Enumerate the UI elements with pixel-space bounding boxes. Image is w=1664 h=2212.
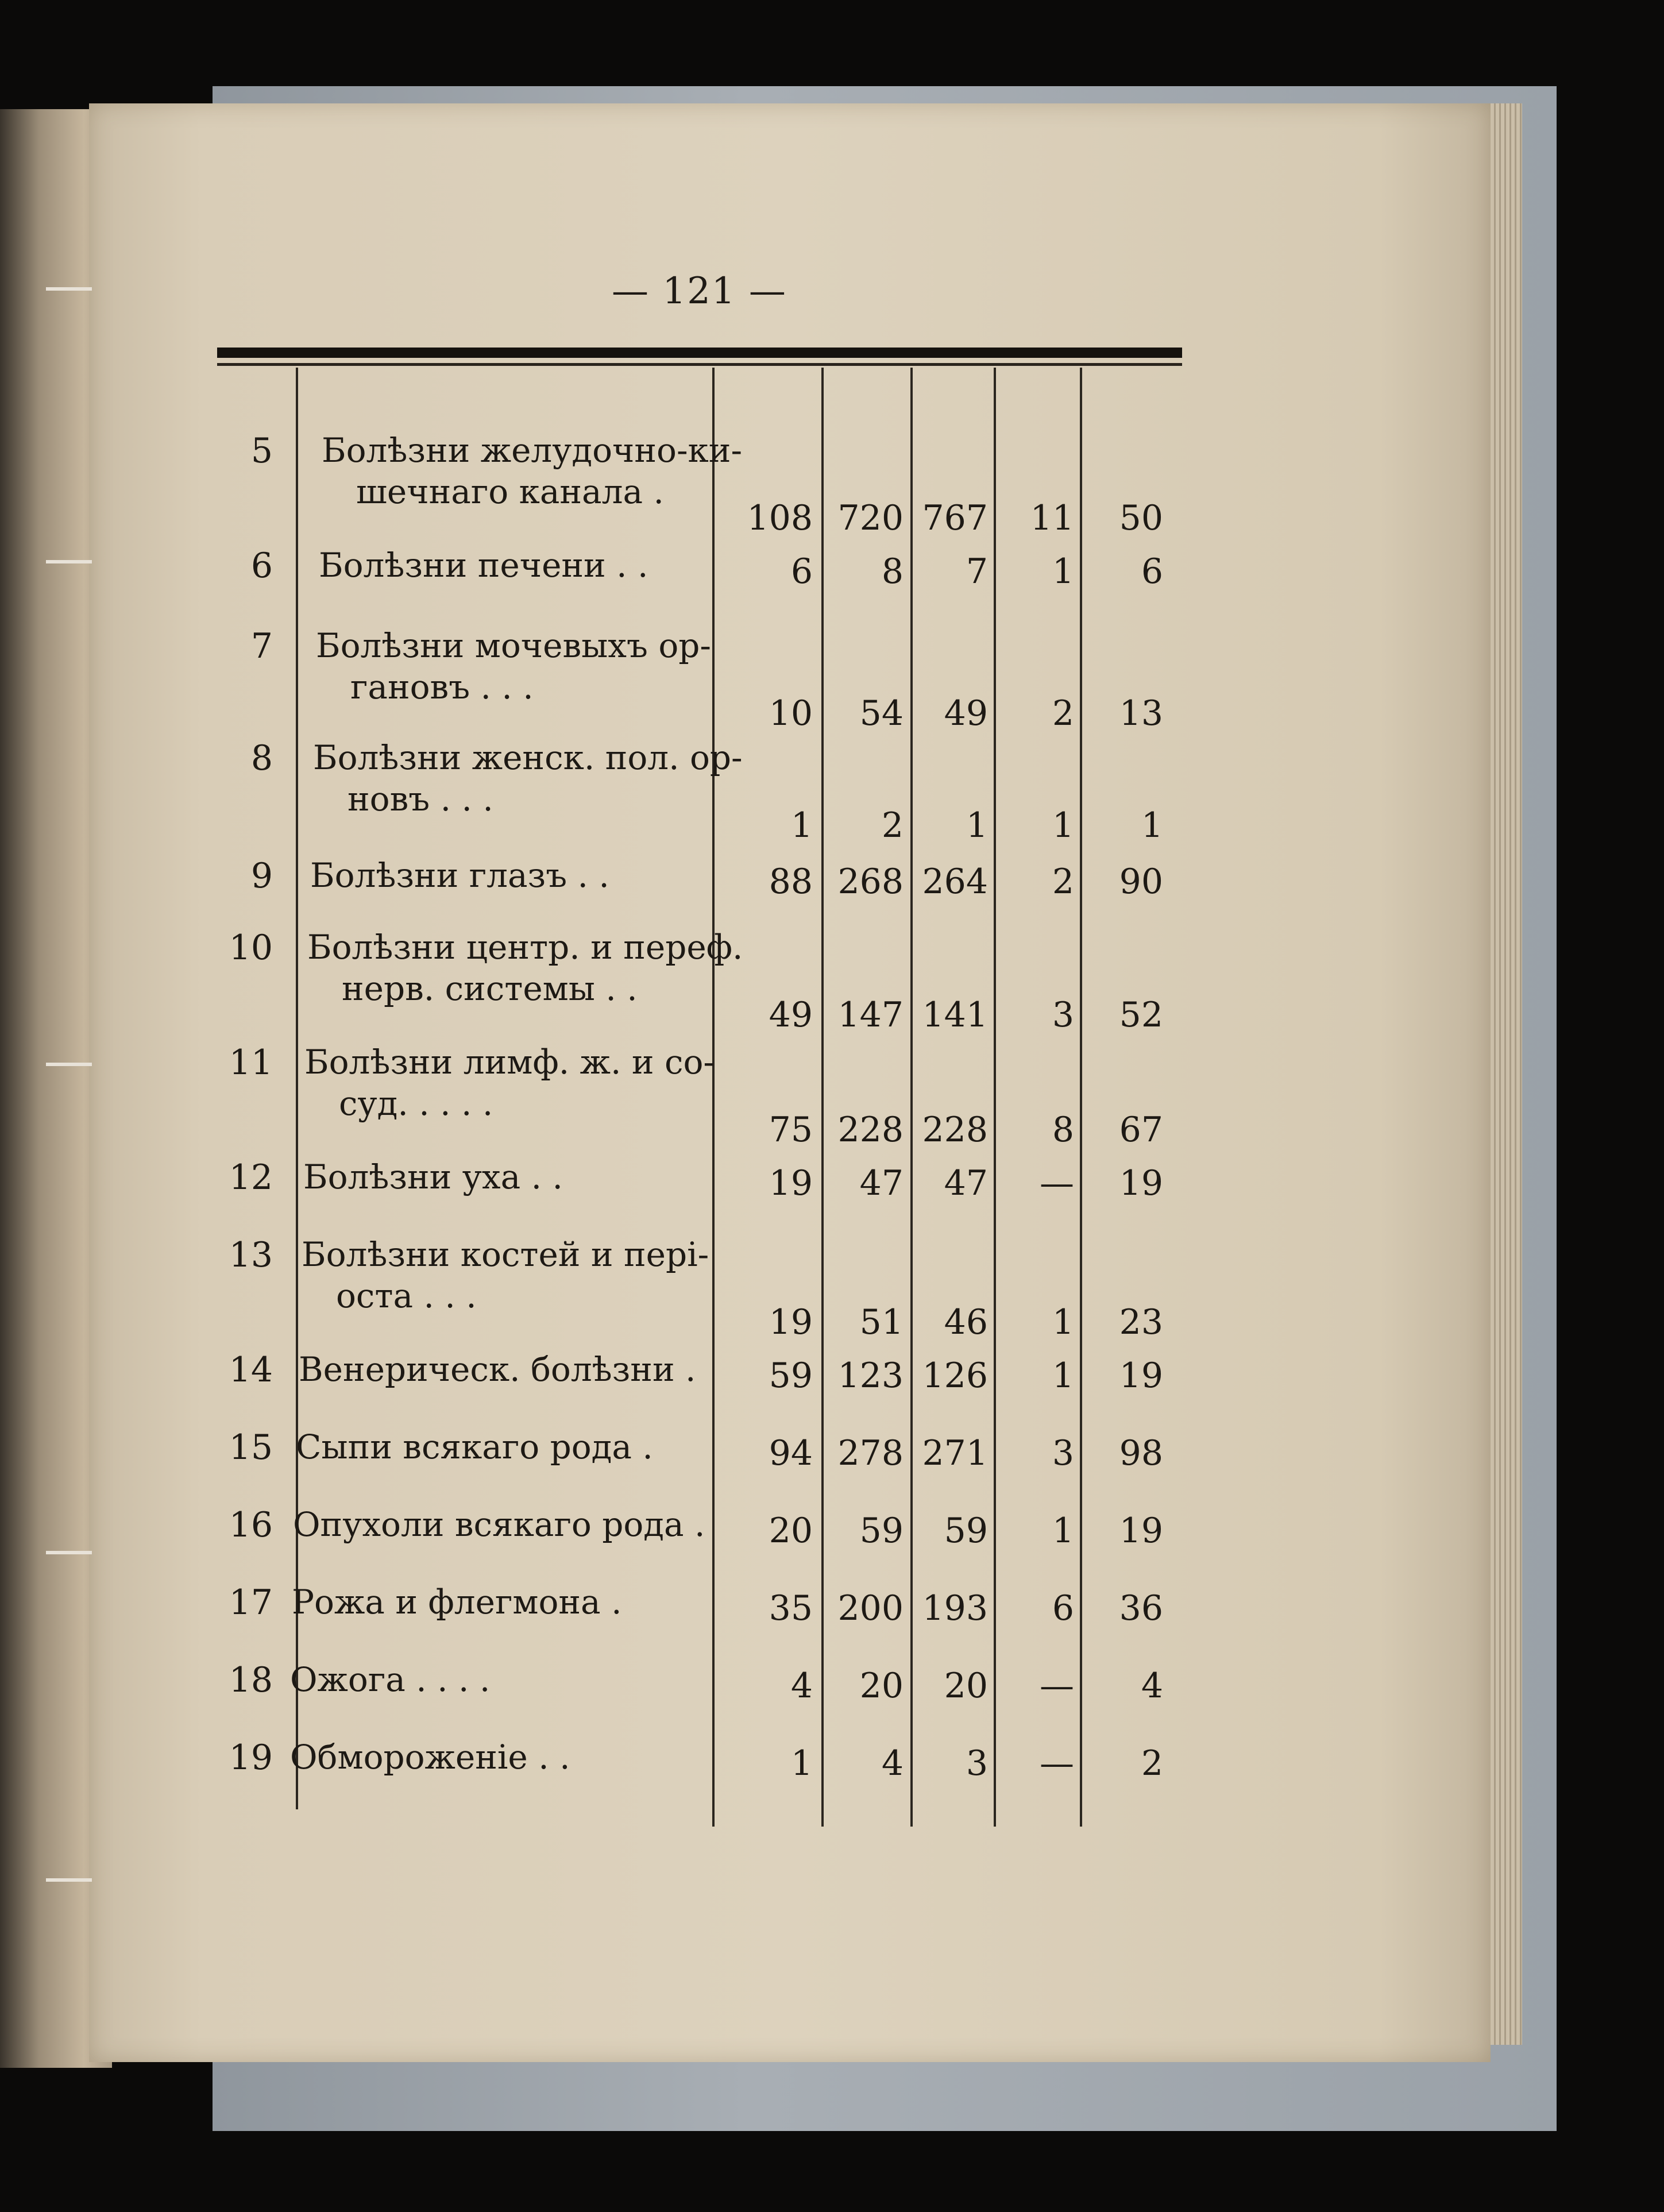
table-cell: 767 <box>922 498 988 538</box>
disease-label: Болѣзни костей и перi- <box>302 1235 709 1274</box>
table-cell: 47 <box>944 1163 988 1203</box>
table-cell: 6 <box>1052 1588 1074 1628</box>
table-cell: 1 <box>1052 1356 1074 1396</box>
row-number: 17 <box>229 1582 273 1623</box>
disease-label: Болѣзни лимф. ж. и со- <box>304 1043 715 1082</box>
table-cell: 36 <box>1119 1588 1163 1628</box>
disease-label: новъ . . . <box>348 779 493 819</box>
disease-label: Сыпи всякаго рода . <box>296 1427 653 1466</box>
disease-label: Болѣзни мочевыхъ ор- <box>316 626 711 665</box>
table-cell: 90 <box>1119 862 1163 902</box>
table-cell: 228 <box>922 1110 988 1150</box>
table-cell: 75 <box>769 1110 813 1150</box>
table-cell: 4 <box>790 1666 813 1706</box>
table-cell: 13 <box>1119 693 1163 734</box>
column-rule <box>821 368 824 1827</box>
table-cell: 46 <box>944 1302 988 1342</box>
table-cell: 59 <box>769 1356 813 1396</box>
disease-label: гановъ . . . <box>350 667 534 707</box>
table-cell: 8 <box>1052 1110 1074 1150</box>
disease-label: Болѣзни глазъ . . <box>310 856 609 895</box>
table-cell: 193 <box>922 1588 988 1628</box>
row-number: 15 <box>229 1427 273 1468</box>
table-cell: 2 <box>881 805 904 846</box>
row-number: 16 <box>229 1505 273 1545</box>
table-cell: 1 <box>790 1743 813 1784</box>
table-cell: 147 <box>837 995 904 1035</box>
row-number: 8 <box>250 738 273 778</box>
table-cell: 88 <box>769 862 813 902</box>
table-cell: 19 <box>1119 1163 1163 1203</box>
disease-label: Обмороженiе . . <box>290 1738 570 1777</box>
binding-stitch <box>46 1878 92 1882</box>
table-cell: 54 <box>859 693 904 734</box>
table-cell: 6 <box>1141 551 1163 592</box>
table-cell: — <box>1040 1666 1074 1706</box>
row-number: 9 <box>250 856 273 896</box>
row-number: 19 <box>229 1738 273 1778</box>
table-cell: 3 <box>966 1743 988 1784</box>
table-cell: 98 <box>1119 1433 1163 1473</box>
column-rule <box>1080 368 1082 1827</box>
table-cell: 23 <box>1119 1302 1163 1342</box>
table-cell: 278 <box>837 1433 904 1473</box>
row-number: 7 <box>250 626 273 666</box>
row-number: 12 <box>229 1157 273 1198</box>
disease-label: Болѣзни женск. пол. ор- <box>313 738 743 777</box>
row-number: 5 <box>250 431 273 471</box>
row-number: 10 <box>229 928 273 968</box>
table-cell: 264 <box>922 862 988 902</box>
table-cell: 4 <box>1141 1666 1163 1706</box>
table-cell: 52 <box>1119 995 1163 1035</box>
table-cell: 200 <box>837 1588 904 1628</box>
table-top-rule-thin <box>217 363 1182 366</box>
table-cell: 20 <box>859 1666 904 1706</box>
table-cell: 1 <box>966 805 988 846</box>
binding-stitch <box>46 287 92 291</box>
page-number: — 121 — <box>612 270 787 312</box>
column-rule <box>910 368 913 1827</box>
disease-label: Болѣзни желудочно-ки- <box>322 431 743 470</box>
table-cell: 271 <box>922 1433 988 1473</box>
table-cell: 19 <box>1119 1511 1163 1551</box>
table-cell: 19 <box>769 1302 813 1342</box>
table-cell: 20 <box>769 1511 813 1551</box>
disease-label: Болѣзни уха . . <box>303 1157 563 1196</box>
table-cell: 19 <box>769 1163 813 1203</box>
binding-stitch <box>46 560 92 563</box>
table-cell: 2 <box>1141 1743 1163 1784</box>
table-cell: 10 <box>769 693 813 734</box>
disease-label: Болѣзни печени . . <box>319 546 648 585</box>
table-cell: 2 <box>1052 862 1074 902</box>
table-cell: 1 <box>790 805 813 846</box>
table-cell: 6 <box>790 551 813 592</box>
table-cell: 49 <box>769 995 813 1035</box>
table-cell: 50 <box>1119 498 1163 538</box>
column-rule <box>994 368 996 1827</box>
table-cell: — <box>1040 1163 1074 1203</box>
table-cell: 35 <box>769 1588 813 1628</box>
row-number: 6 <box>250 546 273 586</box>
table-cell: 11 <box>1030 498 1074 538</box>
disease-label: Ожога . . . . <box>290 1660 491 1699</box>
disease-label: оста . . . <box>336 1276 477 1315</box>
disease-label: Болѣзни центр. и переф. <box>307 928 743 967</box>
disease-label: нерв. системы . . <box>342 969 638 1008</box>
table-cell: 3 <box>1052 995 1074 1035</box>
binding-stitch <box>46 1063 92 1066</box>
page-edges <box>1491 103 1522 2045</box>
table-cell: 228 <box>837 1110 904 1150</box>
binding-stitch <box>46 1551 92 1554</box>
column-rule <box>712 368 715 1827</box>
table-cell: 49 <box>944 693 988 734</box>
table-cell: 1 <box>1052 1302 1074 1342</box>
table-cell: 19 <box>1119 1356 1163 1396</box>
table-top-rule <box>217 348 1182 358</box>
row-number: 11 <box>229 1043 273 1083</box>
disease-label: Венерическ. болѣзни . <box>299 1350 696 1389</box>
table-cell: 47 <box>859 1163 904 1203</box>
table-cell: 3 <box>1052 1433 1074 1473</box>
row-number: 13 <box>229 1235 273 1275</box>
disease-label: Рожа и флегмона . <box>292 1582 622 1622</box>
table-cell: 1 <box>1141 805 1163 846</box>
table-cell: 1 <box>1052 805 1074 846</box>
table-cell: 94 <box>769 1433 813 1473</box>
disease-label: Опухоли всякаго рода . <box>293 1505 705 1544</box>
disease-label: суд. . . . . <box>339 1084 493 1123</box>
table-cell: 8 <box>881 551 904 592</box>
table-cell: 720 <box>837 498 904 538</box>
table-cell: 123 <box>837 1356 904 1396</box>
table-cell: 268 <box>837 862 904 902</box>
table-cell: 4 <box>881 1743 904 1784</box>
row-number: 18 <box>229 1660 273 1700</box>
table-cell: 1 <box>1052 1511 1074 1551</box>
table-cell: 1 <box>1052 551 1074 592</box>
table-cell: 67 <box>1119 1110 1163 1150</box>
table-cell: 59 <box>944 1511 988 1551</box>
table-cell: 108 <box>747 498 813 538</box>
table-cell: 51 <box>859 1302 904 1342</box>
row-number: 14 <box>229 1350 273 1390</box>
table-cell: 7 <box>966 551 988 592</box>
table-cell: 141 <box>922 995 988 1035</box>
table-cell: 20 <box>944 1666 988 1706</box>
table-cell: — <box>1040 1743 1074 1784</box>
table-cell: 59 <box>859 1511 904 1551</box>
disease-label: шечнаго канала . <box>356 472 664 511</box>
table-cell: 2 <box>1052 693 1074 734</box>
table-cell: 126 <box>922 1356 988 1396</box>
